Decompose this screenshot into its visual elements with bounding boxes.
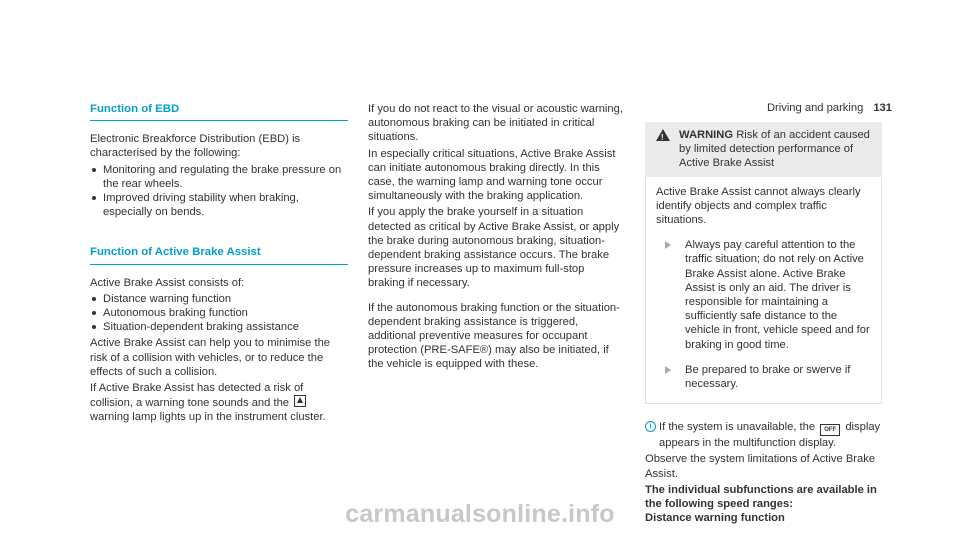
paragraph: If the autonomous braking function or the situation-dependent braking assistance is triggered, additional preventive measures for occupant protection (PRE-SAFE®) may also be initiated, if the vehicle is equipped with these.	[368, 301, 620, 371]
warning-step: Always pay careful attention to the traffic situation; do not rely on Active Brake Assist alone. Active Brake Assist is only an aid. The driver is responsible for maintaining a sufficiently safe distance to the vehicle in front, vehicle speed and for braking in good time.	[656, 238, 871, 352]
warning-triangle-icon	[656, 129, 670, 141]
section-title: Driving and parking	[766, 102, 864, 114]
paragraph: In especially critical situations, Active Brake Assist can initiate autonomous braking directly. In this case, the warning lamp and warning tone occur simultaneously with the braking application.	[368, 147, 616, 203]
list-item: Monitoring and regulating the brake pressure on the rear wheels.	[90, 163, 348, 191]
paragraph: If you apply the brake yourself in a situation detected as critical by Active Brake Assist, or apply the brake during autonomous braking, situation-dependent braking assistance occurs. The brake pressure increases up to maximum full-stop braking if necessary.	[368, 206, 620, 290]
ebd-intro: Electronic Breakforce Distribution (EBD) is characterised by the following:	[90, 133, 301, 160]
observe-text: Observe the system limitations of Active Brake Assist.	[645, 453, 876, 480]
aba-warning-text	[90, 381, 348, 425]
list-item: Improved driving stability when braking, especially on bends.	[90, 191, 348, 219]
aba-help-text: Active Brake Assist can help you to minimise the risk of a collision with vehicles, or to reduce the effects of such a collision.	[90, 337, 331, 378]
text-part: display appears in the multifunction display.	[659, 421, 881, 450]
text-part: If Active Brake Assist has detected a risk of collision, a warning tone sounds and the	[90, 382, 304, 410]
watermark: carmanualsonline.info	[345, 499, 615, 528]
ebd-list	[90, 163, 348, 220]
text-part: If the system is unavailable, the	[659, 421, 816, 434]
collision-warning-lamp-icon	[294, 395, 306, 407]
column-middle	[368, 102, 623, 372]
info-note	[645, 420, 882, 450]
aba-off-icon: OFF	[820, 424, 840, 436]
warning-label: WARNING	[679, 129, 734, 141]
heading-active-brake-assist: Function of Active Brake Assist	[90, 245, 348, 264]
warning-header	[645, 122, 882, 177]
distance-warning-heading: Distance warning function	[645, 512, 785, 525]
warning-title: Risk of an accident caused by limited detection performance of Active Brake Assist	[679, 129, 870, 170]
column-left	[90, 102, 348, 425]
column-right	[645, 102, 882, 525]
warning-body	[645, 177, 882, 405]
paragraph: If you do not react to the visual or acoustic warning, autonomous braking can be initiated in critical situations.	[368, 103, 623, 144]
subfunctions-heading: The individual subfunctions are available in the following speed ranges:	[645, 483, 877, 511]
text-part: warning lamp lights up in the instrument cluster.	[90, 411, 326, 424]
warning-text: Active Brake Assist cannot always clearly identify objects and complex traffic situations.	[656, 185, 861, 227]
warning-box	[645, 122, 882, 404]
heading-ebd: Function of EBD	[90, 102, 348, 121]
list-item: Distance warning function	[90, 292, 348, 306]
info-icon: i	[645, 421, 656, 432]
aba-list	[90, 292, 348, 335]
page-number: 131	[873, 102, 892, 114]
list-item: Situation-dependent braking assistance	[90, 320, 348, 334]
warning-step: Be prepared to brake or swerve if necessary.	[656, 363, 871, 391]
list-item: Autonomous braking function	[90, 306, 348, 320]
aba-intro: Active Brake Assist consists of:	[90, 276, 245, 289]
